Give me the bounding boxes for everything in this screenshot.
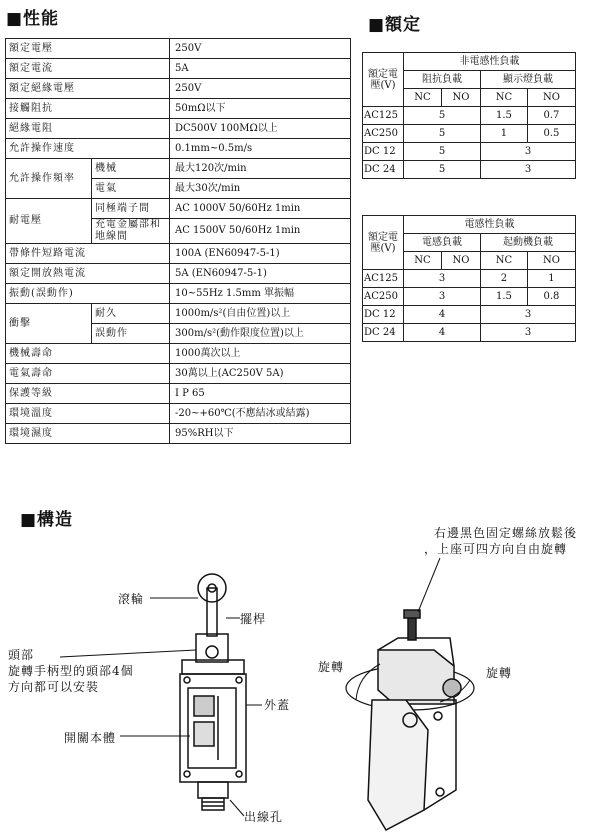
label-screw-note-2: ，上座可四方向自由旋轉 [424,542,568,556]
contact-header: NC [481,89,528,107]
label-rotate-left: 旋轉 [318,660,345,674]
rating-value: 2 [481,270,528,288]
contact-header: NO [527,252,575,270]
contact-header: NO [441,252,480,270]
rating-value: 5 [404,143,481,161]
perf-sublabel: 充電金屬部和地線間 [92,219,170,244]
load-group-2: 起動機負載 [481,234,576,252]
rating-value: 1.5 [481,288,528,306]
contact-header: NC [404,252,442,270]
performance-table [5,38,351,444]
label-rotate-right: 旋轉 [486,666,513,680]
perf-value: 5A (EN60947-5-1) [170,264,351,284]
rating-voltage: AC250 [363,125,404,143]
perf-label: 允許操作頻率 [6,159,92,199]
perf-value: AC 1000V 50/60Hz 1min [170,199,351,219]
rating-row [363,288,576,306]
perf-row [6,199,351,219]
perf-value: 300m/s²(動作限度位置)以上 [170,324,351,344]
rating-voltage: DC 12 [363,143,404,161]
perf-value: -20~+60℃(不應結冰或結露) [170,404,351,424]
perf-row [6,99,351,119]
perf-value: 50mΩ以下 [170,99,351,119]
label-cable-hole: 出線孔 [244,810,284,824]
rating-voltage: AC125 [363,270,404,288]
perf-value: 0.1mm~0.5m/s [170,139,351,159]
contact-header: NO [441,89,480,107]
rating-value: 1 [527,270,575,288]
voltage-header: 額定電壓(V) [363,216,404,270]
rating-value: 0.5 [527,125,575,143]
knob [443,679,461,697]
perf-row [6,404,351,424]
set-screw [408,618,416,640]
label-cover: 外蓋 [264,698,291,712]
perf-value: 95%RH以下 [170,424,351,444]
load-title: 電感性負載 [404,216,576,234]
label-screw-note-1: 右邊黑色固定螺絲放鬆後 [434,526,578,540]
performance-heading: ■性能 [6,9,60,29]
perf-value: 250V [170,79,351,99]
perf-row [6,424,351,444]
perf-value: 最大120次/min [170,159,351,179]
perf-value: 30萬以上(AC250V 5A) [170,364,351,384]
perf-value: DC500V 100MΩ以上 [170,119,351,139]
perf-label: 絕緣電阻 [6,119,170,139]
perf-label: 額定絕緣電壓 [6,79,170,99]
perf-row [6,364,351,384]
lever [207,588,217,636]
rating-value: 0.8 [527,288,575,306]
rating-voltage: DC 12 [363,306,404,324]
label-head-note-2: 方向都可以安裝 [8,680,100,694]
perf-row [6,79,351,99]
perf-value: 1000萬次以上 [170,344,351,364]
label-lever: 擺桿 [240,612,267,626]
rating-row [363,270,576,288]
label-head: 頭部 [8,648,35,662]
perf-row [6,59,351,79]
rating-table-inductive [362,215,576,342]
perf-label: 額定電流 [6,59,170,79]
rating-value: 5 [404,161,481,179]
switch-front-drawing [180,574,246,810]
rating-row [363,324,576,342]
perf-row [6,284,351,304]
perf-row [6,304,351,324]
rating-value: 3 [481,306,576,324]
perf-label: 帶條件短路電流 [6,244,170,264]
rating-row [363,143,576,161]
perf-sublabel: 誤動作 [92,324,170,344]
rating-value: 5 [404,107,481,125]
perf-label: 允許操作速度 [6,139,170,159]
perf-row [6,139,351,159]
load-group-1: 阻抗負載 [404,71,481,89]
perf-row [6,159,351,179]
rating-value: 1.5 [481,107,528,125]
rating-voltage: DC 24 [363,161,404,179]
rating-value: 3 [481,324,576,342]
perf-label: 耐電壓 [6,199,92,244]
rating-value: 1 [481,125,528,143]
rating-value: 0.7 [527,107,575,125]
contact-header: NC [404,89,442,107]
perf-label: 保護等級 [6,384,170,404]
perf-label: 額定電壓 [6,39,170,59]
rating-table-non-inductive [362,52,576,179]
rating-value: 5 [404,125,481,143]
perf-label: 衝擊 [6,304,92,344]
rating-voltage: AC125 [363,107,404,125]
rating-value: 3 [404,270,481,288]
perf-value: 100A (EN60947-5-1) [170,244,351,264]
perf-value: 10~55Hz 1.5mm 單振幅 [170,284,351,304]
load-group-2: 顯示燈負載 [481,71,576,89]
perf-row [6,384,351,404]
perf-value: I P 65 [170,384,351,404]
perf-row [6,39,351,59]
rating-value: 4 [404,324,481,342]
perf-label: 機械壽命 [6,344,170,364]
contact-header: NO [527,89,575,107]
rating-voltage: AC250 [363,288,404,306]
rating-row [363,306,576,324]
rating-value: 4 [404,306,481,324]
perf-sublabel: 電氣 [92,179,170,199]
cable-gland [198,782,228,798]
perf-value: 1000m/s²(自由位置)以上 [170,304,351,324]
perf-row [6,344,351,364]
voltage-header: 額定電壓(V) [363,53,404,107]
rating-value: 3 [404,288,481,306]
perf-label: 振動(誤動作) [6,284,170,304]
perf-label: 環境濕度 [6,424,170,444]
perf-sublabel: 機械 [92,159,170,179]
perf-value: 最大30次/min [170,179,351,199]
rating-voltage: DC 24 [363,324,404,342]
rating-value: 3 [481,161,576,179]
perf-row [6,119,351,139]
load-title: 非電感性負載 [404,53,576,71]
perf-sublabel: 同極端子間 [92,199,170,219]
label-head-note-1: 旋轉手柄型的頭部4個 [8,664,134,678]
contact-header: NC [481,252,528,270]
perf-label: 額定開放熱電流 [6,264,170,284]
rating-row [363,107,576,125]
perf-value: 5A [170,59,351,79]
perf-label: 環境溫度 [6,404,170,424]
rating-row [363,125,576,143]
label-switch-body: 開關本體 [64,731,117,745]
perf-sublabel: 耐久 [92,304,170,324]
structure-heading: ■構造 [20,510,74,530]
rating-row [363,161,576,179]
switch-3d-drawing [346,610,474,830]
perf-row [6,264,351,284]
load-group-1: 電感負載 [404,234,481,252]
label-roller: 滾輪 [118,592,145,606]
rating-value: 3 [481,143,576,161]
perf-label: 電氣壽命 [6,364,170,384]
perf-value: 250V [170,39,351,59]
perf-value: AC 1500V 50/60Hz 1min [170,219,351,244]
perf-row [6,244,351,264]
perf-label: 接觸阻抗 [6,99,170,119]
rating-heading: ■額定 [368,15,422,35]
